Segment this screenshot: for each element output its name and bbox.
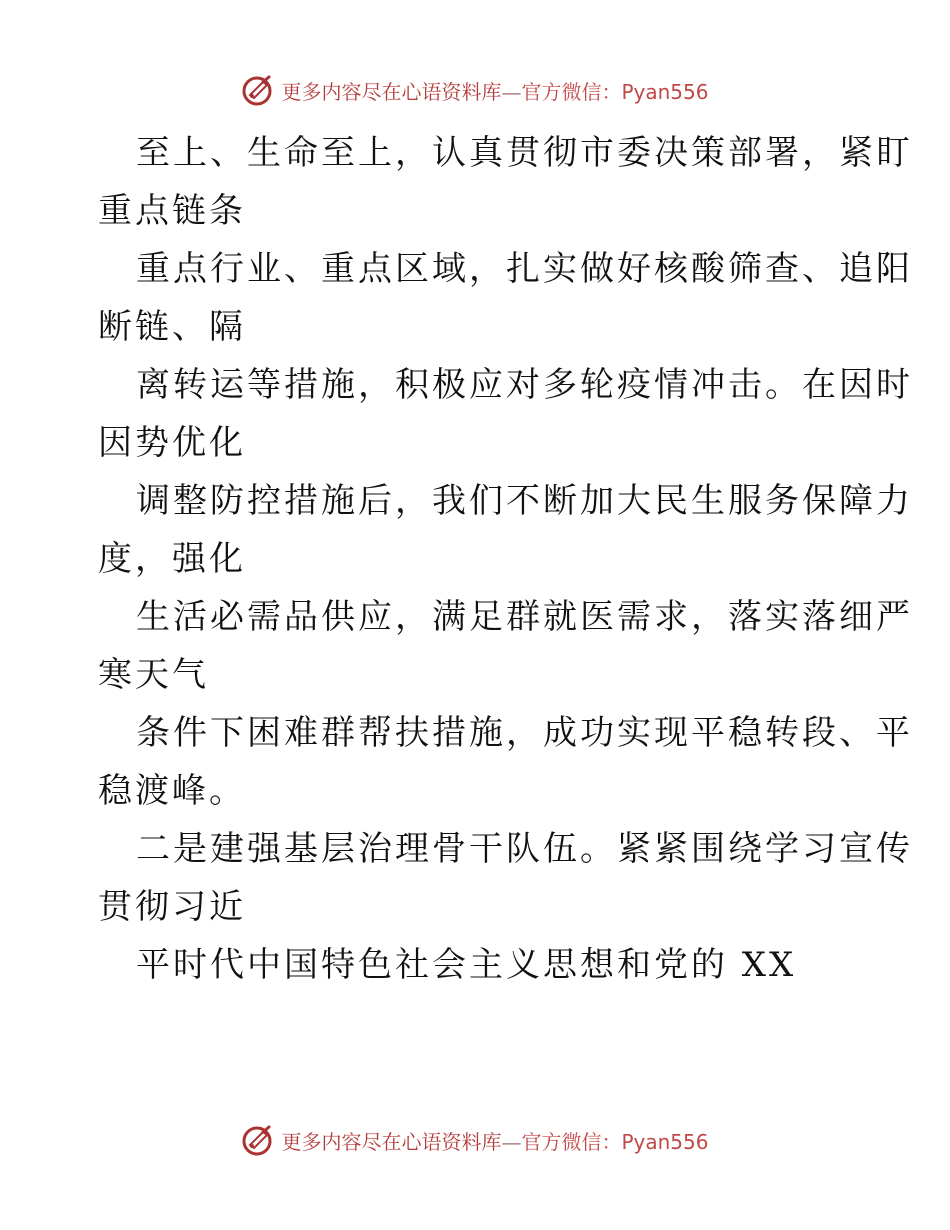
body-line: 至上、生命至上，认真贯彻市委决策部署，紧盯 [136,133,913,173]
body-line: 离转运等措施，积极应对多轮疫情冲击。在因时 [136,365,913,405]
banner-contact: 官方微信：Pyan556 [521,1129,709,1154]
body-line: 二是建强基层治理骨干队伍。紧紧围绕学习宣传 [136,829,913,869]
body-line: 贯彻习近 [98,887,246,927]
body-line: 度，强化 [98,539,246,579]
body-line: 生活必需品供应，满足群就医需求，落实落细严 [136,597,913,637]
body-line: 重点行业、重点区域，扎实做好核酸筛查、追阳 [136,249,913,289]
body-line: 平时代中国特色社会主义思想和党的 XX [136,945,797,985]
banner-title: 更多内容尽在心语资料库 [281,1129,502,1154]
body-line: 条件下困难群帮扶措施，成功实现平稳转段、平 [136,713,913,753]
banner-text [281,76,708,105]
footer-banner [0,1120,950,1160]
body-line: 稳渡峰。 [98,771,246,811]
body-line: 寒天气 [98,655,209,695]
banner-text [281,1126,708,1155]
header-banner [0,70,950,110]
banner-contact: 官方微信：Pyan556 [521,79,709,104]
banner-title: 更多内容尽在心语资料库 [281,79,502,104]
banner-separator: — [501,79,522,104]
pen-circle-logo-icon [241,1123,275,1157]
document-body [98,124,913,994]
body-line: 重点链条 [98,191,246,231]
body-line: 因势优化 [98,423,246,463]
body-line: 调整防控措施后，我们不断加大民生服务保障力 [136,481,913,521]
pen-circle-logo-icon [241,73,275,107]
body-line: 断链、隔 [98,307,246,347]
banner-separator: — [501,1129,522,1154]
